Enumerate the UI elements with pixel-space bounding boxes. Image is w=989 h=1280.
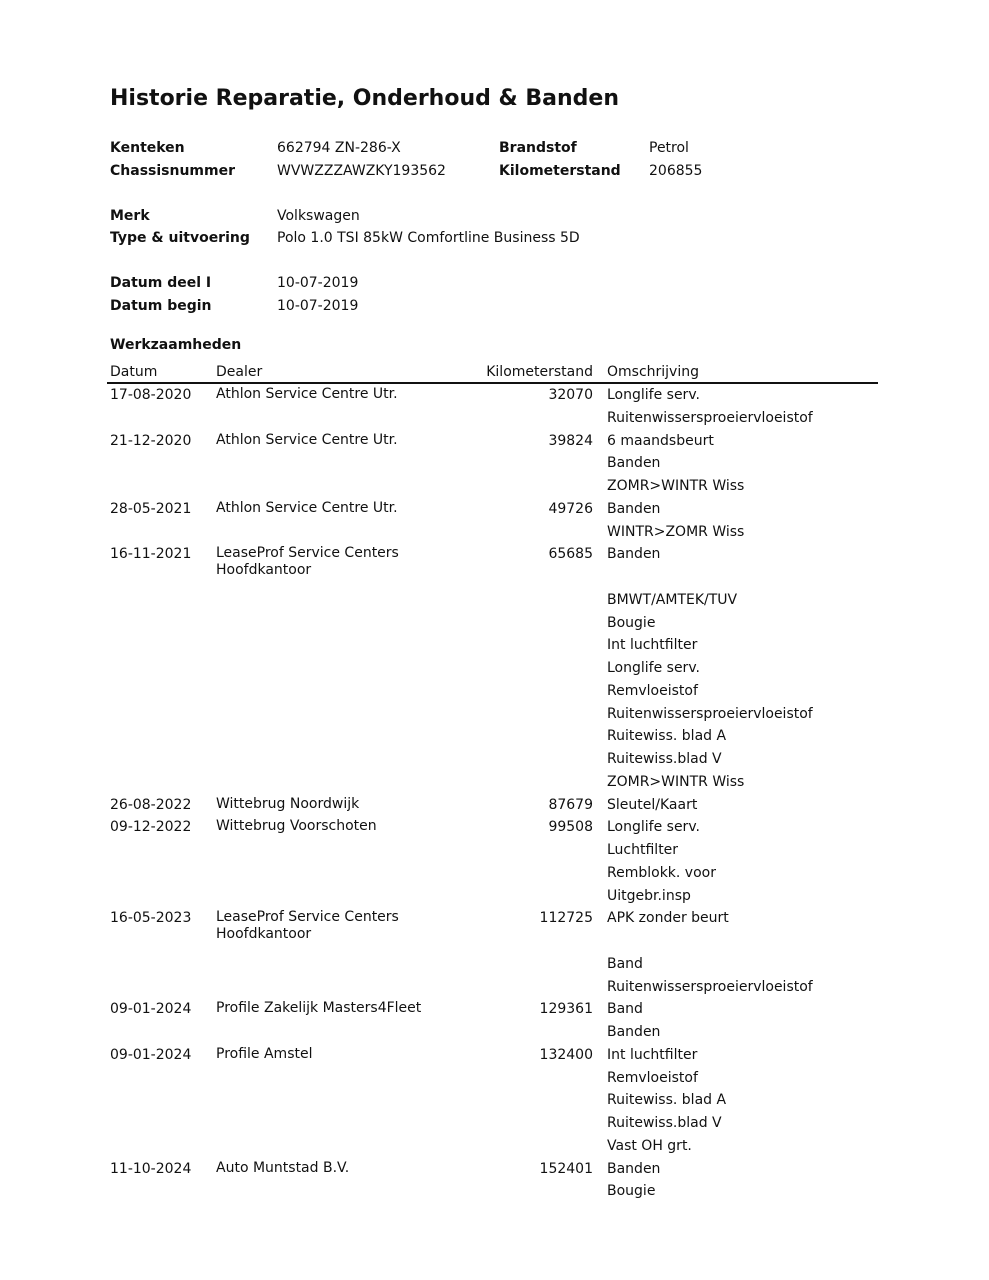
header-omschrijving: Omschrijving [607,364,699,380]
row-date: 16-05-2023 [110,910,192,927]
row-kilometerstand: 87679 [548,796,593,813]
row-dealer: Wittebrug Voorschoten [216,818,377,835]
row-kilometerstand: 39824 [548,432,593,449]
row-date: 21-12-2020 [110,432,192,449]
brandstof-label: Brandstof [499,140,577,156]
row-description: Banden [607,500,661,517]
row-description: Sleutel/Kaart [607,796,698,813]
row-description: Longlife serv. [607,387,700,403]
row-description: WINTR>ZOMR Wiss [607,523,745,540]
row-description: Longlife serv. [607,819,700,836]
type-value: Polo 1.0 TSI 85kW Comfortline Business 5D [277,230,580,246]
header-dealer: Dealer [216,364,263,380]
row-kilometerstand: 152401 [539,1160,593,1177]
row-date: 28-05-2021 [110,500,192,517]
row-description: ZOMR>WINTR Wiss [607,773,745,790]
row-kilometerstand: 65685 [548,546,593,563]
table-row [110,1045,877,1159]
row-dealer: Auto Muntstad B.V. [216,1159,350,1176]
work-table [110,385,877,1204]
table-header [110,362,877,382]
merk-value: Volkswagen [277,208,360,224]
row-description: Ruitenwissersproeiervloeistof [607,705,813,722]
row-date: 11-10-2024 [110,1160,192,1177]
row-description: Vast OH grt. [607,1137,692,1154]
table-row [110,908,877,999]
row-dealer: Athlon Service Centre Utr. [216,431,398,448]
merk-label: Merk [110,208,150,224]
row-kilometerstand: 112725 [539,910,593,927]
page-title: Historie Reparatie, Onderhoud & Banden [110,86,619,111]
row-description: Bougie [607,1183,656,1200]
row-dealer: Athlon Service Centre Utr. [216,499,398,516]
table-row [110,431,877,499]
row-date: 16-11-2021 [110,546,192,563]
table-row [110,499,877,545]
row-description: Ruitewiss. blad A [607,1092,727,1109]
row-description: ZOMR>WINTR Wiss [607,478,745,494]
table-row [110,385,877,431]
row-description: Remblokk. voor [607,864,716,881]
row-description: Bougie [607,614,656,631]
row-description: Ruitewiss.blad V [607,751,722,767]
row-kilometerstand: 132400 [539,1046,593,1063]
row-description: Banden [607,546,661,563]
row-description: Remvloeistof [607,1069,698,1086]
row-description: BMWT/AMTEK/TUV [607,591,738,608]
datum-begin-label: Datum begin [110,298,212,314]
row-kilometerstand: 99508 [548,819,593,836]
datum-deel-value: 10-07-2019 [277,275,359,291]
header-divider [107,382,878,384]
row-dealer: Wittebrug Noordwijk [216,795,360,812]
row-description: Uitgebr.insp [607,887,691,904]
row-description: 6 maandsbeurt [607,432,714,449]
row-description: Luchtfilter [607,842,679,858]
row-description: Band [607,1001,643,1018]
kilometerstand-value: 206855 [649,163,703,179]
row-kilometerstand: 129361 [539,1001,593,1018]
row-date: 26-08-2022 [110,796,192,813]
row-description: Banden [607,455,661,472]
kenteken-value: 662794 ZN-286-X [277,140,401,156]
chassis-value: WVWZZZAWZKY193562 [277,163,446,179]
row-description: Ruitenwissersproeiervloeistof [607,409,813,426]
section-title-werkzaamheden: Werkzaamheden [110,337,242,353]
header-kilometerstand: Kilometerstand [486,364,593,380]
row-kilometerstand: 49726 [548,500,593,517]
row-date: 17-08-2020 [110,387,192,403]
row-description: Banden [607,1024,661,1040]
row-description: Longlife serv. [607,660,700,676]
table-row [110,795,877,818]
row-date: 09-12-2022 [110,819,192,836]
datum-begin-value: 10-07-2019 [277,298,359,314]
row-description: Ruitewiss. blad A [607,728,727,745]
kilometerstand-label: Kilometerstand [499,163,621,179]
row-dealer: LeaseProf Service Centers Hoofdkantoor [216,545,399,579]
table-row [110,544,877,794]
row-description: Band [607,955,643,972]
row-description: Ruitewiss.blad V [607,1115,722,1131]
type-label: Type & uitvoering [110,230,250,246]
chassis-label: Chassisnummer [110,163,235,179]
row-description: Int luchtfilter [607,1046,698,1063]
table-row [110,817,877,908]
row-description: Banden [607,1160,661,1177]
row-description: APK zonder beurt [607,910,729,927]
row-kilometerstand: 32070 [548,387,593,403]
table-row [110,999,877,1045]
kenteken-label: Kenteken [110,140,185,156]
row-date: 09-01-2024 [110,1001,192,1018]
datum-deel-label: Datum deel I [110,275,212,291]
row-description: Remvloeistof [607,682,698,699]
row-dealer: Profile Zakelijk Masters4Fleet [216,1000,422,1017]
row-dealer: Athlon Service Centre Utr. [216,386,398,402]
row-date: 09-01-2024 [110,1046,192,1063]
row-description: Ruitenwissersproeiervloeistof [607,978,813,995]
header-date: Datum [110,364,158,380]
row-dealer: LeaseProf Service Centers Hoofdkantoor [216,909,399,943]
table-row [110,1159,877,1205]
row-description: Int luchtfilter [607,637,698,654]
brandstof-value: Petrol [649,140,689,156]
row-dealer: Profile Amstel [216,1045,313,1062]
